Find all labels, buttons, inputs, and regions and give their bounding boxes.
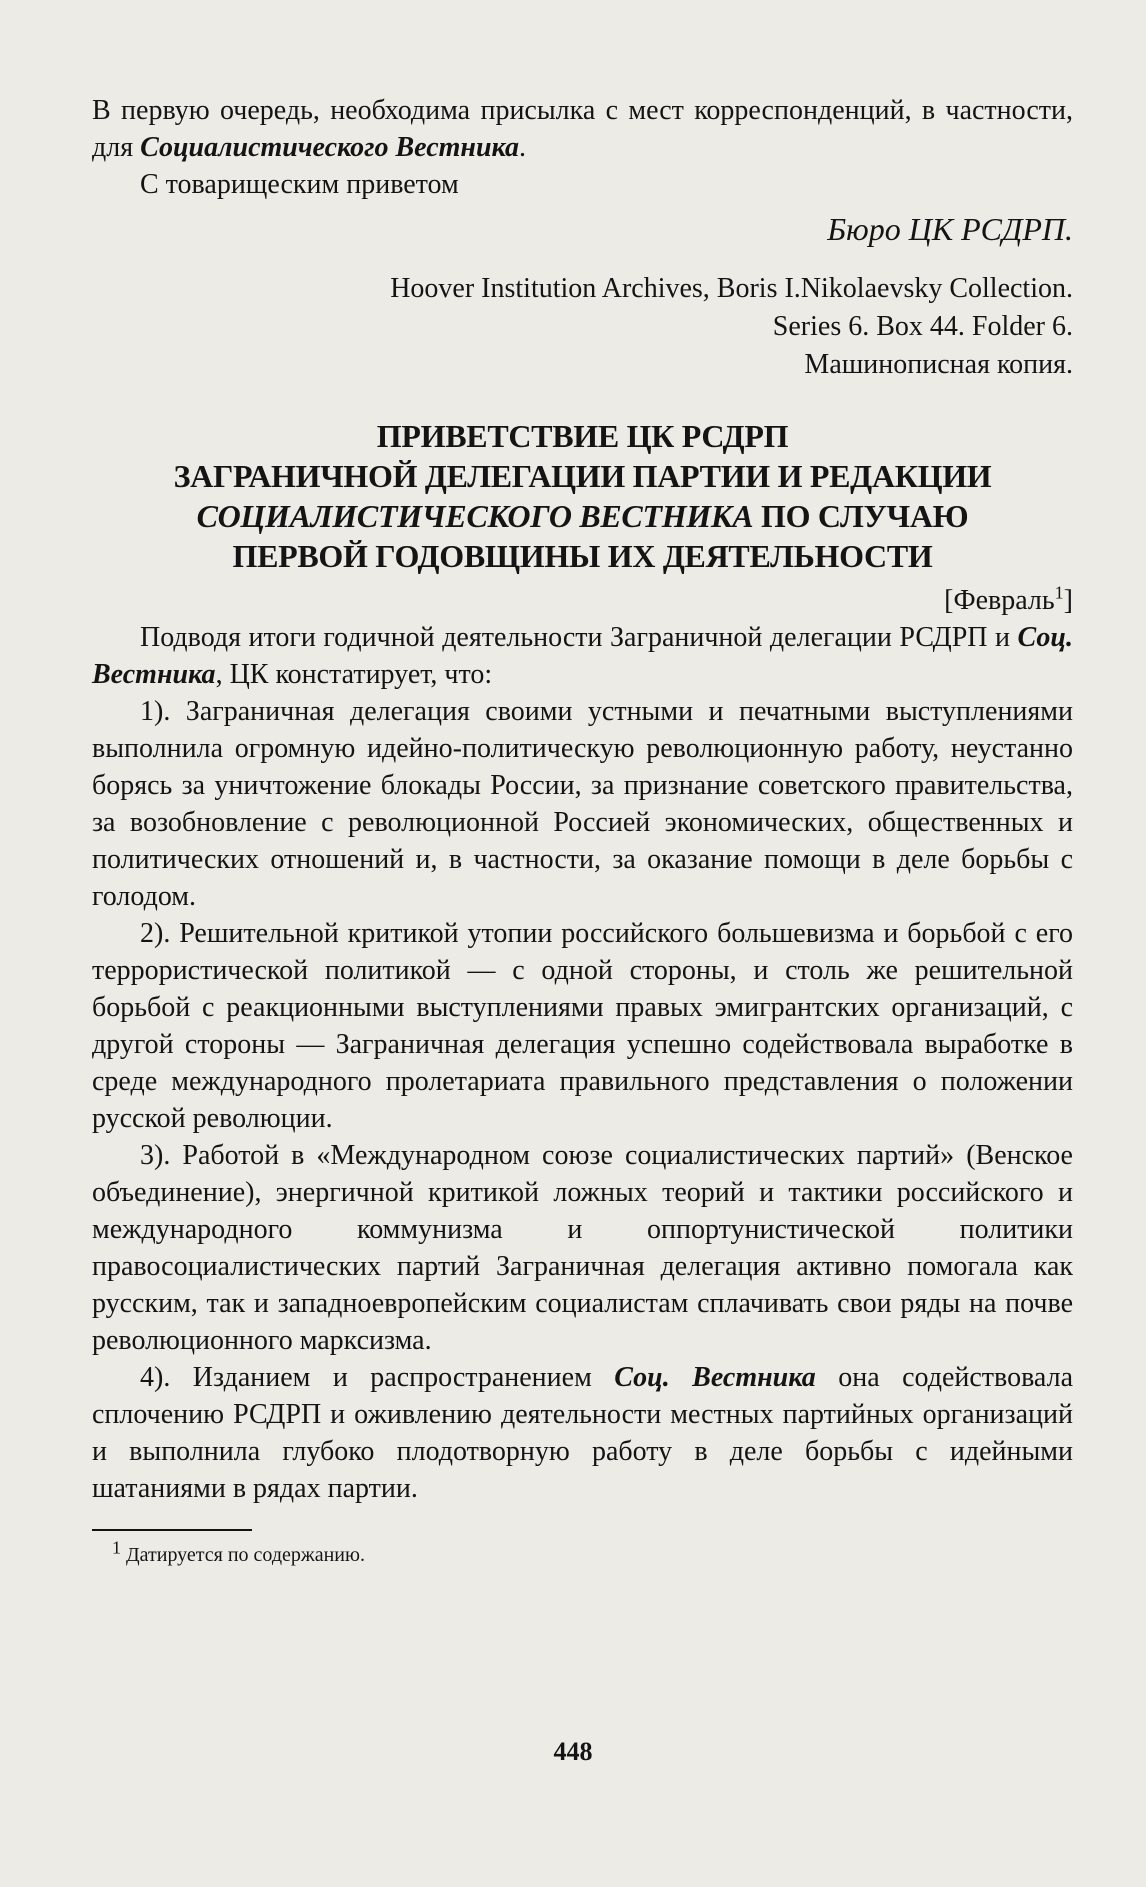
date-close: ] bbox=[1063, 585, 1073, 616]
heading-line-3 bbox=[92, 496, 1073, 536]
point-4-end: она содействовала сплочению РСДРП и оживлению деятельности местных партийных организаций и выполнила глубоко плодотворную работу в деле борьбы с идейными шатаниями в рядах партии. bbox=[92, 1362, 1073, 1504]
lead-paragraph bbox=[92, 619, 1073, 693]
point-4-journal: Соц. Вестника bbox=[614, 1362, 816, 1393]
point-2: 2). Решительной критикой утопии российского большевизма и борьбой с его террористической политикой — с одной стороны, и столь же решительной борьбой с реакционными выступлениями правых эмигрантских организаций, с другой стороны — Заграничная делегация успешно содействовала выработке в среде международного пролетариата правильного представления о положении русской революции. bbox=[92, 918, 1073, 1134]
heading-line-3-rest: ПО СЛУЧАЮ bbox=[753, 498, 969, 534]
footnote-divider bbox=[92, 1529, 252, 1531]
footnote bbox=[92, 1537, 1073, 1569]
journal-name: Социалистического Вестника bbox=[140, 132, 520, 163]
document-date bbox=[92, 582, 1073, 619]
footnote-ref: 1 bbox=[1054, 582, 1064, 603]
intro-text: В первую очередь, необходима присылка с мест корреспонденций, в частности, для bbox=[92, 95, 1073, 163]
document-heading bbox=[92, 416, 1073, 576]
archive-line-3: Машинописная копия. bbox=[804, 349, 1073, 380]
archive-line-2: Series 6. Box 44. Folder 6. bbox=[772, 311, 1073, 342]
intro-paragraph bbox=[92, 92, 1073, 166]
date-text: [Февраль bbox=[944, 585, 1055, 616]
point-4 bbox=[92, 1359, 1073, 1507]
point-1: 1). Заграничная делегация своими устными и печатными выступлениями выполнила огромную идейно-политическую революционную работу, неустанно борясь за уничтожение блокады России, за признание советского правительства, за возобновление с революционной Россией экономических, общественных и политических отношений и, в частности, за оказание помощи в деле борьбы с голодом. bbox=[92, 696, 1073, 912]
footnote-text: Датируется по содержанию. bbox=[121, 1544, 365, 1566]
heading-line-2: ЗАГРАНИЧНОЙ ДЕЛЕГАЦИИ ПАРТИИ И РЕДАКЦИИ bbox=[173, 458, 992, 494]
heading-journal: СОЦИАЛИСТИЧЕСКОГО ВЕСТНИКА bbox=[196, 498, 754, 534]
archive-source bbox=[92, 270, 1073, 384]
point-3: 3). Работой в «Международном союзе социалистических партий» (Венское объединение), энергичной критикой ложных теорий и тактики российского и международного коммунизма и оппортунистической политики правосоциалистических партий Заграничная делегация активно помогала как русским, так и западноевропейским социалистам сплачивать свои ряды на почве революционного марксизма. bbox=[92, 1140, 1073, 1356]
lead-journal: Соц. Вестника bbox=[92, 622, 1073, 690]
lead-text: Подводя итоги годичной деятельности Заграничной делегации РСДРП и bbox=[140, 622, 1018, 653]
signature: Бюро ЦК РСДРП. bbox=[827, 211, 1073, 247]
intro-end: . bbox=[519, 132, 527, 163]
greeting: С товарищеским приветом bbox=[140, 169, 459, 200]
point-4-text: 4). Изданием и распространением bbox=[140, 1362, 615, 1393]
archive-line-1: Hoover Institution Archives, Boris I.Nikolaevsky Collection. bbox=[390, 273, 1073, 304]
lead-end: , ЦК констатирует, что: bbox=[215, 659, 493, 690]
heading-line-4: ПЕРВОЙ ГОДОВЩИНЫ ИХ ДЕЯТЕЛЬНОСТИ bbox=[232, 538, 933, 574]
heading-line-1: ПРИВЕТСТВИЕ ЦК РСДРП bbox=[376, 418, 789, 454]
page-number: 448 bbox=[553, 1737, 593, 1766]
footnote-mark: 1 bbox=[112, 1537, 121, 1558]
